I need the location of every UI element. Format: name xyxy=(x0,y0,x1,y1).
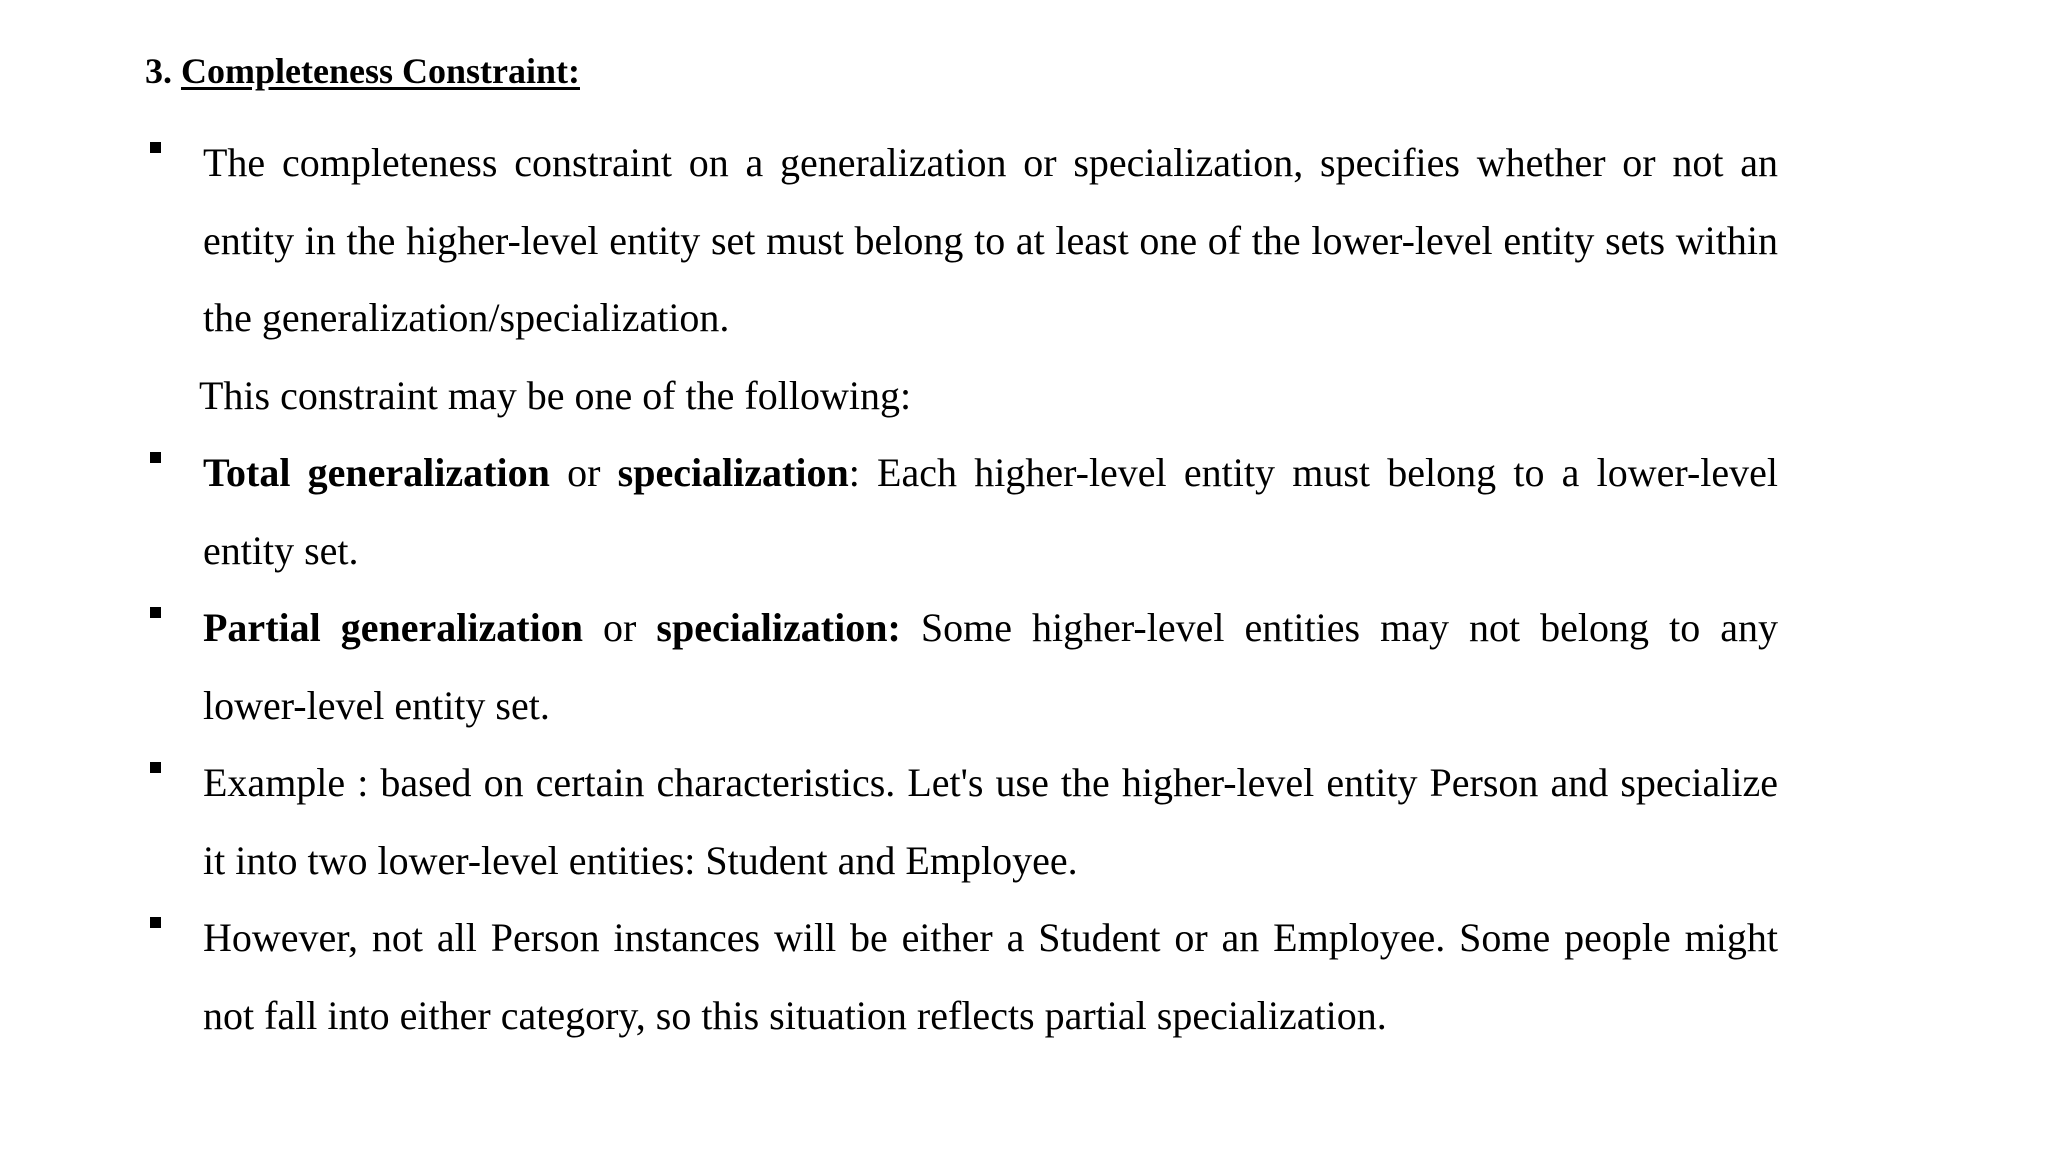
term-specialization: specialization: xyxy=(656,605,901,650)
connector-text: or xyxy=(582,605,657,650)
term-total-generalization: Total generalization xyxy=(203,450,550,495)
term-specialization: specialization xyxy=(617,450,849,495)
paragraph-text: The completeness constraint on a generalization or specialization, specifies whether or not an entity in the higher-level entity set must belong to at least one of the lower-level entity sets within the generalization/specialization. xyxy=(203,140,1778,340)
section-heading xyxy=(145,45,580,97)
content-body xyxy=(199,124,1778,1054)
bullet-partial-specialization xyxy=(203,589,1778,744)
intro-line xyxy=(199,357,1778,435)
bullet-total-specialization xyxy=(203,434,1778,589)
paragraph-text: This constraint may be one of the following: xyxy=(199,372,912,418)
section-number: 3. xyxy=(145,51,172,91)
paragraph-text: However, not all Person instances will be either a Student or an Employee. Some people might not fall into either category, so this situation reflects partial specialization. xyxy=(203,915,1778,1038)
paragraph-text: : Each higher-level entity must belong to a lower-level entity set. xyxy=(203,450,1778,573)
term-partial-generalization: Partial generalization xyxy=(203,605,583,650)
paragraph-text: Some higher-level entities may not belong to any lower-level entity set. xyxy=(203,605,1778,728)
paragraph-text: Example : based on certain characteristics. Let's use the higher-level entity Person and specialize it into two lower-level entities: Student and Employee. xyxy=(203,760,1778,883)
connector-text: or xyxy=(549,450,618,495)
bullet-however xyxy=(203,899,1778,1054)
bullet-completeness-definition xyxy=(203,124,1778,357)
section-title: Completeness Constraint: xyxy=(181,51,580,91)
bullet-example xyxy=(203,744,1778,899)
